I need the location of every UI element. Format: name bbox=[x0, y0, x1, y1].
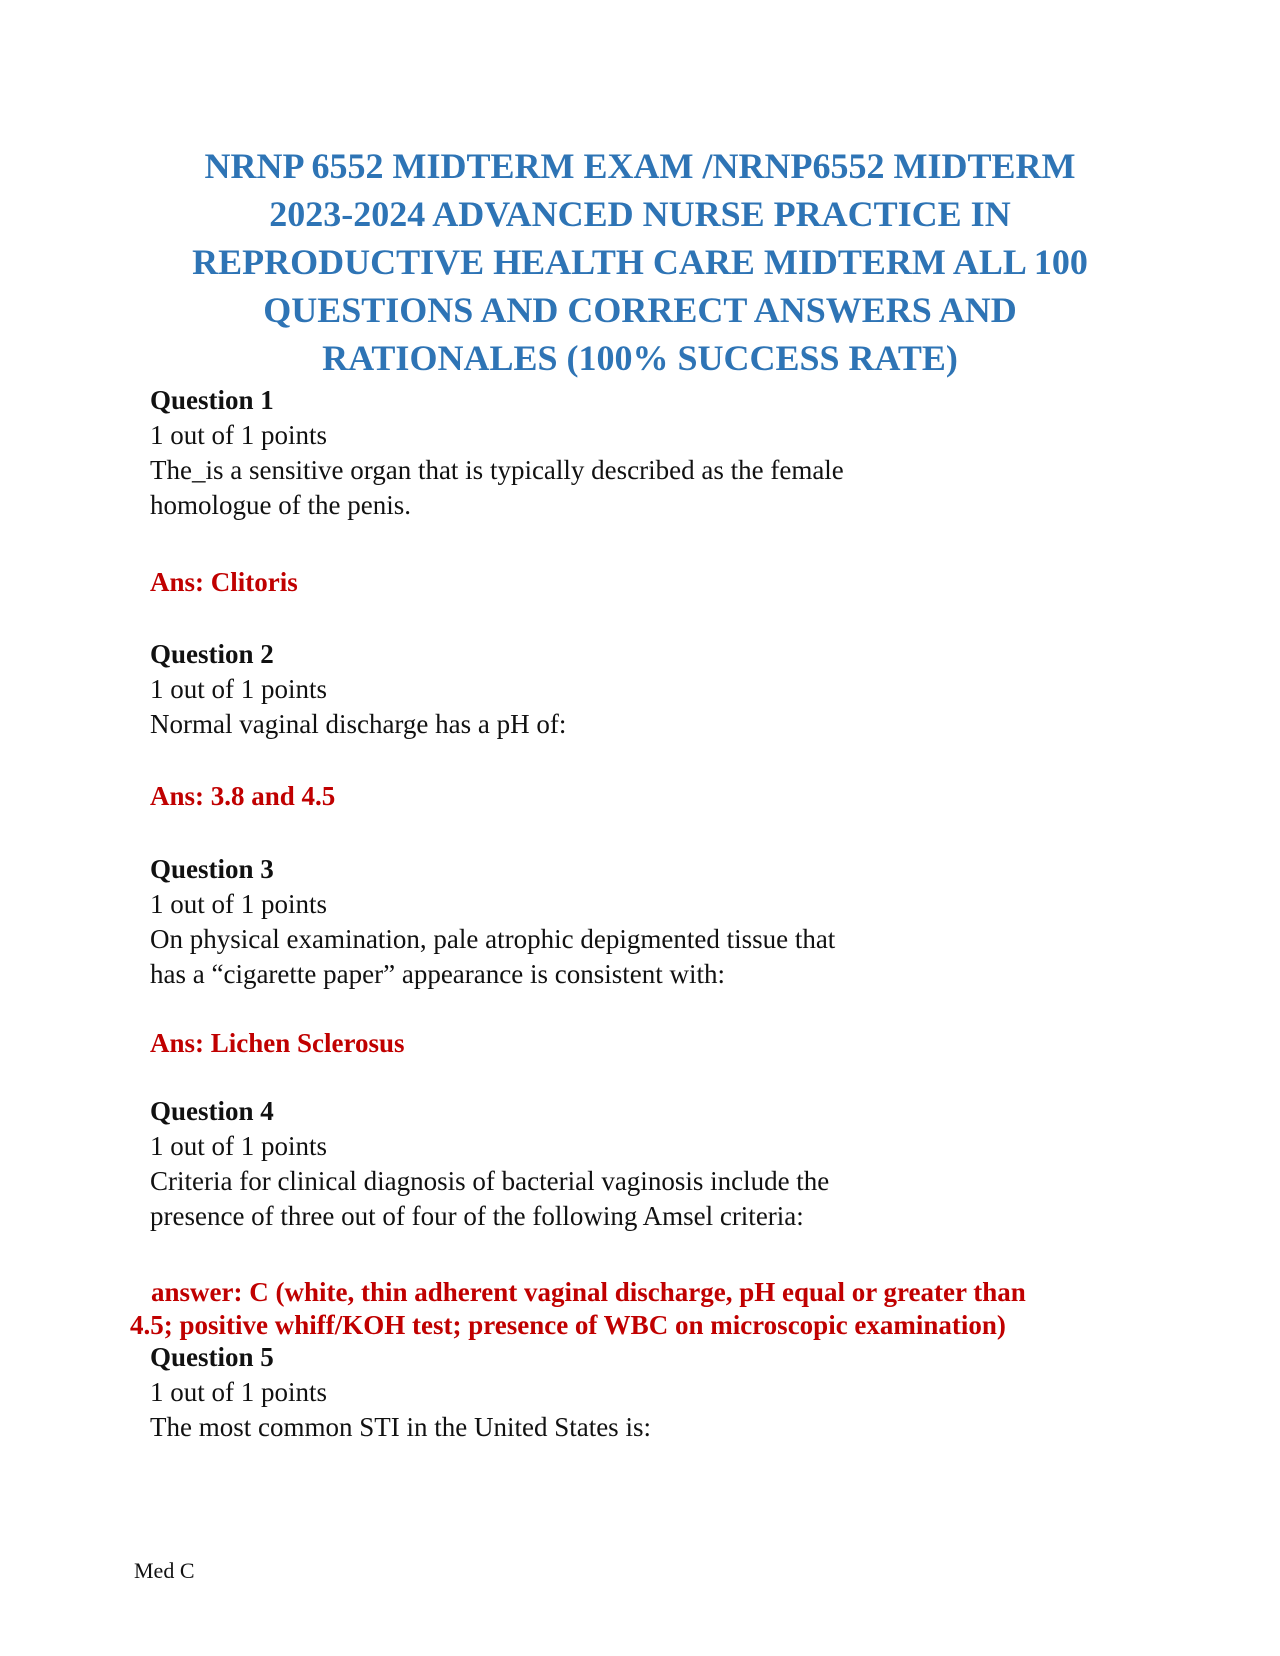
answer-line: answer: C (white, thin adherent vaginal discharge, pH equal or greater than bbox=[151, 1277, 1026, 1307]
question-text-line: has a “cigarette paper” appearance is consistent with: bbox=[150, 959, 725, 989]
answer-2: Ans: 3.8 and 4.5 bbox=[150, 781, 336, 811]
question-text bbox=[150, 453, 1150, 523]
question-2 bbox=[150, 637, 1150, 742]
question-heading: Question 4 bbox=[150, 1096, 274, 1126]
question-text-line: On physical examination, pale atrophic depigmented tissue that bbox=[150, 924, 836, 954]
title-line: RATIONALES (100% SUCCESS RATE) bbox=[322, 338, 958, 378]
title-line: REPRODUCTIVE HEALTH CARE MIDTERM ALL 100 bbox=[192, 242, 1088, 282]
question-text-line: Normal vaginal discharge has a pH of: bbox=[150, 709, 567, 739]
question-text bbox=[150, 922, 1150, 992]
question-points: 1 out of 1 points bbox=[150, 1377, 328, 1407]
answer-1: Ans: Clitoris bbox=[150, 567, 298, 597]
question-text bbox=[150, 707, 1150, 742]
title-line: 2023-2024 ADVANCED NURSE PRACTICE IN bbox=[269, 194, 1011, 234]
document-title bbox=[140, 142, 1140, 382]
question-text-line: The_is a sensitive organ that is typically described as the female bbox=[150, 455, 844, 485]
question-1 bbox=[150, 383, 1150, 523]
question-5 bbox=[150, 1340, 1150, 1445]
question-text-line: homologue of the penis. bbox=[150, 490, 411, 520]
question-points: 1 out of 1 points bbox=[150, 889, 328, 919]
question-text-line: Criteria for clinical diagnosis of bacterial vaginosis include the bbox=[150, 1166, 830, 1196]
question-points: 1 out of 1 points bbox=[150, 1131, 328, 1161]
question-3 bbox=[150, 852, 1150, 992]
answer-line: 4.5; positive whiff/KOH test; presence of WBC on microscopic examination) bbox=[130, 1310, 1006, 1340]
question-text-line: presence of three out of four of the following Amsel criteria: bbox=[150, 1201, 804, 1231]
question-4 bbox=[150, 1094, 1150, 1234]
title-line: NRNP 6552 MIDTERM EXAM /NRNP6552 MIDTERM bbox=[204, 146, 1076, 186]
answer-4 bbox=[130, 1276, 1170, 1342]
question-heading: Question 1 bbox=[150, 385, 274, 415]
question-points: 1 out of 1 points bbox=[150, 420, 328, 450]
question-text bbox=[150, 1410, 1150, 1445]
question-text-line: The most common STI in the United States is: bbox=[150, 1412, 651, 1442]
question-points: 1 out of 1 points bbox=[150, 674, 328, 704]
title-line: QUESTIONS AND CORRECT ANSWERS AND bbox=[263, 290, 1017, 330]
question-heading: Question 2 bbox=[150, 639, 274, 669]
question-heading: Question 3 bbox=[150, 854, 274, 884]
question-text bbox=[150, 1164, 1150, 1234]
question-heading: Question 5 bbox=[150, 1342, 274, 1372]
page-footer: Med C bbox=[134, 1558, 195, 1583]
answer-3: Ans: Lichen Sclerosus bbox=[150, 1028, 405, 1058]
